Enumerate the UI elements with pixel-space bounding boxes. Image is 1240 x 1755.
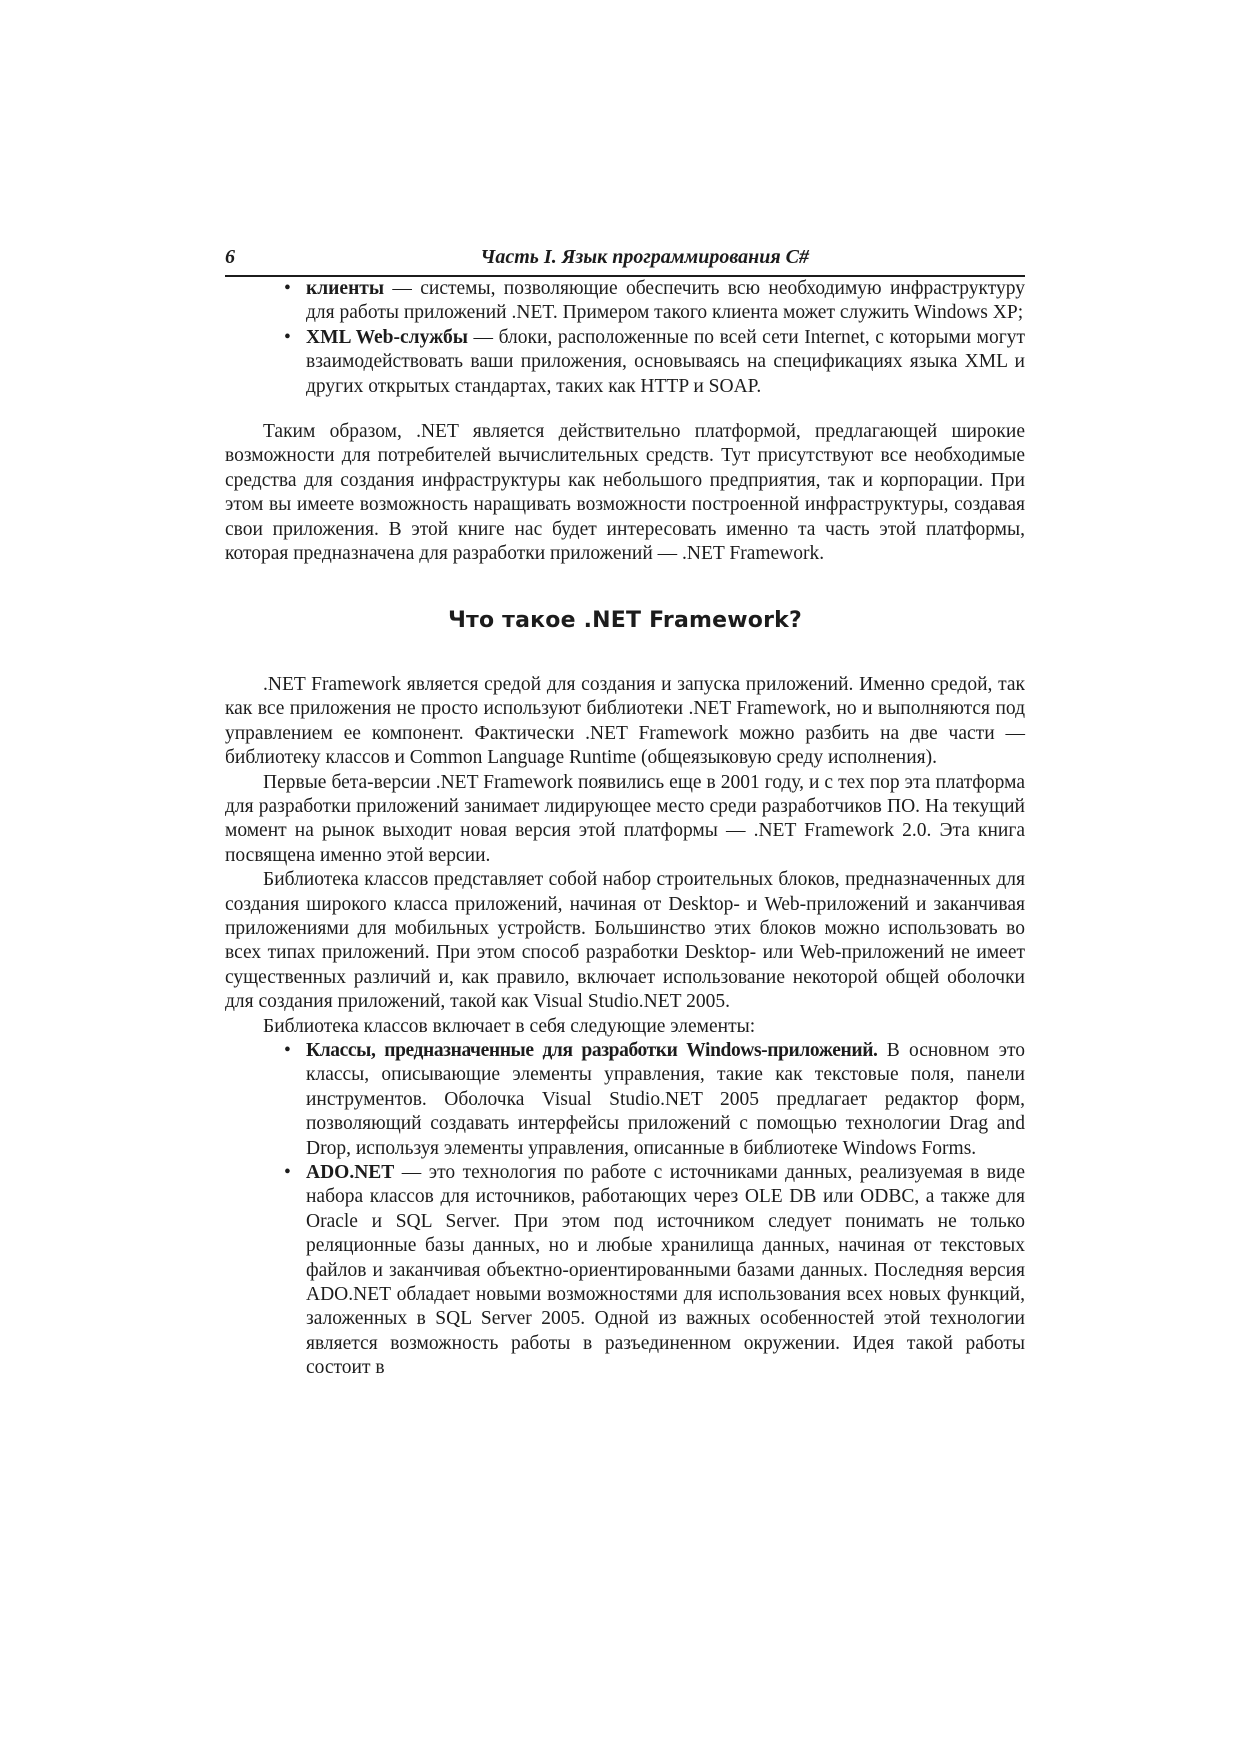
list-item-term: Классы, предназначенные для разработки Windows-приложений.	[306, 1039, 878, 1061]
paragraph: Первые бета-версии .NET Framework появились еще в 2001 году, и с тех пор эта платформа для разработки приложений занимает лидирующее место среди разработчиков ПО. На текущий момент на рынок выходит новая версия этой платформы — .NET Framework 2.0. Эта книга посвящена именно этой версии.	[225, 771, 1025, 866]
page-number: 6	[225, 246, 235, 268]
bullet-list-library-elements	[225, 1039, 1025, 1381]
list-item	[282, 1039, 1025, 1161]
paragraph: Библиотека классов включает в себя следующие элементы:	[263, 1015, 756, 1037]
bullet-icon: •	[284, 1039, 291, 1061]
list-item-text: — системы, позволяющие обеспечить всю необходимую инфраструктуру для работы приложений .NET. Примером такого клиента может служить Windows XP;	[306, 278, 1025, 324]
list-item	[282, 1161, 1025, 1381]
bullet-icon: •	[284, 1162, 291, 1183]
bullet-icon: •	[284, 278, 291, 299]
paragraph: Библиотека классов представляет собой набор строительных блоков, предназначенных для создания широкого класса приложений, начиная от Desktop- и Web-приложений и заканчивая приложениями для мобильных устройств. Большинство этих блоков можно использовать во всех типах приложений. При этом способ разработки Desktop- или Web-приложений не имеет существенных различий и, как правило, включает использование некоторой общей оболочки для создания приложений, такой как Visual Studio.NET 2005.	[225, 869, 1025, 1013]
book-page	[225, 246, 1025, 1381]
list-item-text: В основном это классы, описывающие элементы управления, такие как текстовые поля, панели инструментов. Оболочка Visual Studio.NET 2005 предлагает редактор форм, позволяющий создавать интерфейсы приложений с помощью технологии Drag and Drop, используя элементы управления, описанные в библиотеке Windows Forms.	[306, 1039, 1025, 1159]
paragraph: .NET Framework является средой для создания и запуска приложений. Именно средой, так как все приложения не просто используют библиотеки .NET Framework, но и выполняются под управлением ее компонент. Фактически .NET Framework можно разбить на две части — библиотеку классов и Common Language Runtime (общеязыковую среду исполнения).	[225, 673, 1025, 769]
list-item-term: клиенты	[306, 278, 385, 299]
running-header	[225, 246, 1025, 277]
list-item-term: XML Web-службы	[306, 326, 468, 348]
list-item-text: — блоки, расположенные по всей сети Internet, с которыми могут взаимодействовать ваши приложения, основываясь на спецификациях языка XML и других открытых стандартах, таких как HTTP и SOAP.	[306, 326, 1026, 397]
list-item-text: — это технология по работе с источниками данных, реализуемая в виде набора классов для источников, работающих через OLE DB или ODBC, а также для Oracle и SQL Server. При этом под источником следует понимать не только реляционные базы данных, но и любые хранилища данных, начиная от текстовых файлов и заканчивая объектно-ориентированными базами данных. Последняя версия ADO.NET обладает новыми возможностями для использования всех новых функций, заложенных в SQL Server 2005. Одной из важных особенностей этой технологии является возможность работы в разъединенном окружении. Идея такой работы состоит в	[306, 1162, 1025, 1379]
page-body	[225, 277, 1025, 1381]
list-item	[282, 277, 1025, 326]
bullet-icon: •	[284, 326, 291, 348]
running-title: Часть I. Язык программирования C#	[480, 246, 809, 268]
list-item	[282, 326, 1025, 399]
section-heading: Что такое .NET Framework?	[448, 608, 802, 634]
paragraph: Таким образом, .NET является действительно платформой, предлагающей широкие возможности для потребителей вычислительных средств. Тут присутствуют все необходимые средства для создания инфраструктуры как небольшого предприятия, так и корпорации. При этом вы имеете возможность наращивать возможности построенной инфраструктуры, создавая свои приложения. В этой книге нас будет интересовать именно та часть этой платформы, которая предназначена для разработки приложений — .NET Framework.	[225, 421, 1025, 565]
list-item-term: ADO.NET	[306, 1162, 395, 1183]
bullet-list-net-components	[225, 277, 1025, 399]
